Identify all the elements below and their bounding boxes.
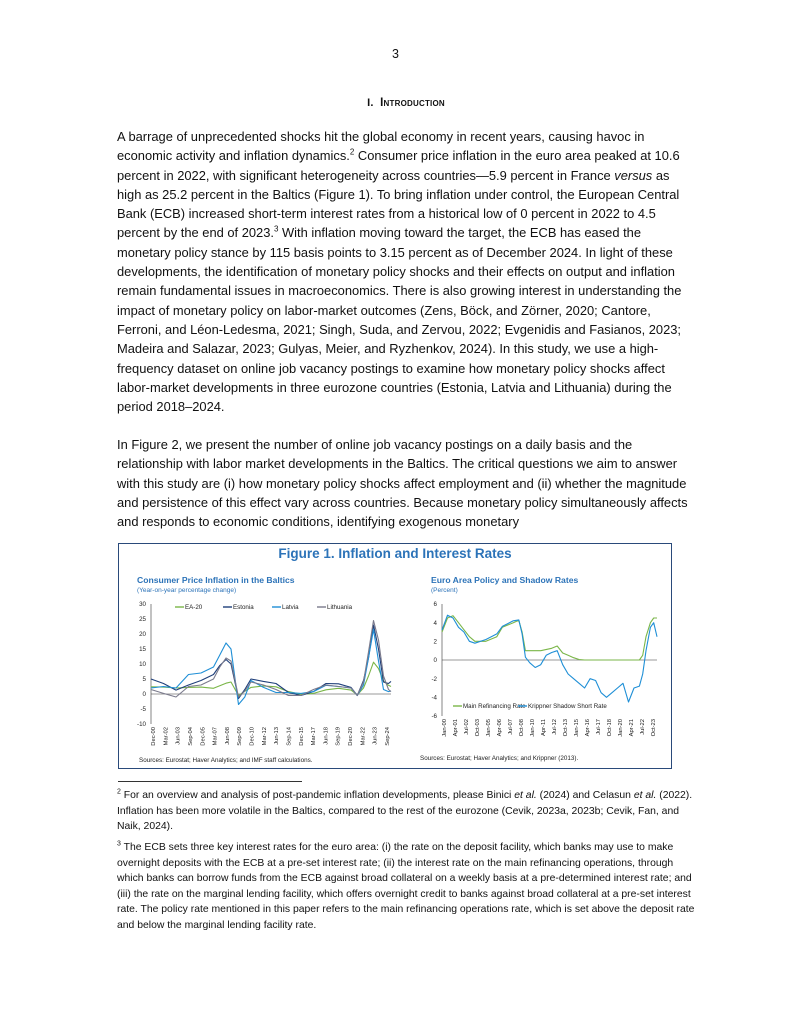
left-chart-ytick: 15 [139, 646, 146, 654]
right-chart-xtick: Oct-23 [651, 719, 657, 737]
right-chart-xtick: Apr-06 [497, 719, 503, 737]
left-chart-xtick: Dec-05 [200, 727, 207, 746]
right-chart-xtick: Apr-11 [541, 719, 547, 736]
right-chart-xtick: Oct-03 [475, 719, 481, 737]
fn2-text-2: (2024) and Celasun [536, 790, 634, 801]
left-chart-ytick: 30 [139, 601, 146, 609]
left-chart-xtick: Jun-03 [175, 727, 182, 745]
left-chart-xtick: Mar-07 [212, 727, 219, 746]
left-chart-xtick: Sep-14 [286, 727, 293, 746]
footnote-2-number: 2 [117, 788, 121, 796]
left-chart-xtick: Dec-20 [348, 727, 355, 746]
footnote-ref-2[interactable]: 2 [349, 148, 355, 157]
right-chart-xtick: Apr-21 [629, 719, 635, 737]
footnote-rule [118, 781, 302, 782]
p1-text-2: Consumer price inflation in the euro area peaked at 10.6 percent in 2022, with significant heterogeneity across countries—5.9 percent in France [117, 148, 680, 183]
left-chart-xtick: Dec-10 [249, 727, 256, 746]
footnote-3-number: 3 [117, 840, 121, 848]
right-chart-xtick: Jul-22 [640, 719, 646, 735]
left-chart-plot [119, 544, 673, 770]
right-chart-ytick: 2 [433, 638, 437, 646]
right-chart-ytick: 4 [433, 619, 437, 627]
right-chart-xtick: Jul-17 [596, 719, 602, 735]
left-chart-xtick: Mar-02 [163, 727, 170, 746]
p1-italic-versus: versus [614, 167, 653, 183]
left-chart-ytick: -5 [140, 706, 146, 714]
right-chart-xtick: Apr-16 [585, 719, 591, 737]
left-chart-xtick: Dec-00 [151, 727, 157, 746]
section-numeral: I. [367, 97, 374, 109]
fn3-text: The ECB sets three key interest rates for the euro area: (i) the rate on the deposit facility, which banks may use to make overnight deposits with the ECB at a pre-set interest rate; (ii) the interest rate on the main refinancing operations, through which banks can borrow funds from the ECB against broad collateral on a weekly basis at a pre-determined interest rate; and (iii) the rate on the marginal lending facility, which offers overnight credit to banks against broad collateral at a pre-set interest rate. The policy rate mentioned in this paper refers to the main refinancing operations rate, which is set above the deposit rate and below the marginal lending facility rate. [117, 842, 695, 931]
right-chart-xtick: Jan-10 [530, 719, 536, 737]
left-chart-ytick: -10 [137, 721, 146, 729]
left-chart-xtick: Dec-15 [298, 727, 305, 746]
right-chart-subtitle: (Percent) [431, 587, 458, 594]
fn2-etal-1: et al. [514, 790, 537, 801]
left-chart-ytick: 25 [139, 616, 146, 624]
right-chart-xtick: Jul-02 [464, 719, 470, 735]
right-chart-xtick: Apr-01 [453, 719, 459, 737]
right-chart-xtick: Jan-20 [618, 719, 624, 737]
right-chart-legend-label: Krippner Shadow Short Rate [528, 703, 607, 711]
right-chart-series-krippner-shadow-short-rate [442, 615, 657, 702]
right-chart-xtick: Jan-00 [442, 719, 448, 737]
left-chart-xtick: Mar-22 [360, 727, 367, 746]
left-chart-ytick: 0 [142, 691, 146, 699]
left-chart-ytick: 10 [139, 661, 146, 669]
right-chart-xtick: Jan-15 [574, 719, 580, 737]
right-chart-title: Euro Area Policy and Shadow Rates [431, 575, 579, 585]
right-chart-xtick: Jul-12 [552, 719, 558, 735]
right-chart-ytick: 0 [433, 657, 437, 665]
right-chart-xtick: Oct-08 [519, 719, 525, 737]
right-chart-xtick: Oct-18 [607, 719, 613, 737]
right-chart-xtick: Jul-07 [508, 719, 514, 735]
page-number: 3 [392, 47, 399, 61]
right-chart-ytick: 6 [433, 601, 437, 609]
right-chart-ytick: -6 [431, 713, 437, 721]
left-chart-xtick: Mar-12 [261, 727, 268, 746]
left-chart-xtick: Sep-19 [335, 727, 342, 746]
left-chart-xtick: Jun-13 [274, 727, 281, 745]
right-chart-ytick: -2 [431, 675, 437, 683]
left-chart-xtick: Jun-08 [224, 727, 231, 745]
left-chart-xtick: Sep-04 [187, 727, 194, 746]
footnote-ref-3[interactable]: 3 [273, 225, 279, 235]
left-chart-xtick: Sep-09 [237, 727, 244, 746]
right-chart-ytick: -4 [431, 694, 437, 702]
p1-text-1: A barrage of unprecedented shocks hit the global economy in recent years, causing havoc in economic activity and inflation dynamics. [117, 129, 645, 164]
left-chart-legend-label: Latvia [282, 604, 299, 612]
left-chart-xtick: Mar-17 [311, 727, 318, 746]
p1-text-3: as high as 25.2 percent in the Baltics (Figure 1). To bring inflation under control, the European Central Bank (ECB) increased short-term interest rates from a historical low of 0 percent in 2022 to 4.5 percent by the end of 2023. [117, 167, 680, 241]
left-chart-legend-label: Estonia [233, 604, 254, 612]
p1-text-4: With inflation moving toward the target, the ECB has eased the monetary policy stance by 115 basis points to 3.15 percent as of December 2024. In light of these developments, the identification of monetary policy shocks and their effects on output and inflation remain fundamental issues in macroeconomics. There is also growing interest in understanding the impact of monetary policy on labor-market outcomes (Zens, Böck, and Zörner, 2020; Cantore, Ferroni, and Léon-Ledesma, 2021; Singh, Suda, and Zervou, 2022; Evgenidis and Fasianos, 2023; Madeira and Salazar, 2023; Gulyas, Meier, and Ryzhenkov, 2024). In this study, we use a high-frequency dataset on online job vacancy postings to examine how monetary policy shocks affect labor-market developments in three eurozone countries (Estonia, Latvia and Lithuania) during the period 2018–2024. [117, 225, 682, 415]
left-chart-ytick: 5 [142, 676, 146, 684]
left-chart-title: Consumer Price Inflation in the Baltics [137, 575, 295, 585]
paragraph-intro-1 [117, 127, 697, 416]
left-chart-source: Sources: Eurostat; Haver Analytics; and IMF staff calculations. [139, 757, 313, 764]
fn2-text-1: For an overview and analysis of post-pandemic inflation developments, please Binici [120, 790, 515, 801]
figure-1 [118, 543, 672, 769]
right-chart-xtick: Oct-13 [563, 719, 569, 737]
left-chart-legend-label: EA-20 [185, 604, 203, 612]
left-chart-xtick: Jun-23 [372, 727, 379, 745]
left-chart-subtitle: (Year-on-year percentage change) [137, 587, 237, 594]
left-chart-xtick: Sep-24 [385, 727, 391, 746]
fn2-etal-2: et al. [633, 790, 657, 801]
section-heading [0, 97, 791, 109]
left-chart-xtick: Jun-18 [323, 727, 330, 745]
right-chart-xtick: Jan-05 [486, 719, 492, 737]
section-title: Introduction [380, 97, 445, 109]
left-chart-ytick: 20 [139, 631, 146, 639]
left-chart-legend-label: Lithuania [327, 604, 353, 612]
paragraph-intro-2: In Figure 2, we present the number of online job vacancy postings on a daily basis and the relationship with labor market developments in the Baltics. The critical questions we aim to answer with this study are (i) how monetary policy shocks affect employment and (ii) whether the magnitude and persistence of this effect vary across countries. Because monetary policy simultaneously affects and responds to economic conditions, identifying exogenous monetary [117, 437, 688, 530]
right-chart-source: Sources: Eurostat; Haver Analytics; and Krippner (2013). [420, 755, 579, 762]
footnote-3 [117, 840, 697, 934]
figure-title: Figure 1. Inflation and Interest Rates [278, 546, 512, 561]
right-chart-legend-label: Main Refinancing Rate [463, 703, 526, 711]
footnote-2 [117, 788, 697, 835]
fn2-text-3: (2022). Inflation has been more volatile in the Baltics, compared to the rest of the eurozone (Cevik, 2023a, 2023b; Cevik, Fan, and Naik, 2024). [117, 790, 693, 833]
